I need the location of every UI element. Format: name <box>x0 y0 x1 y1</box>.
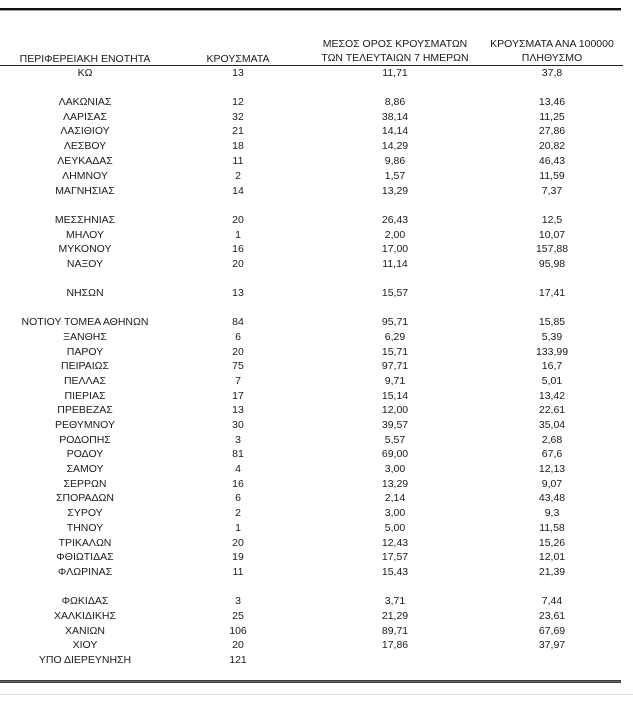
region-cell: ΣΠΟΡΑΔΩΝ <box>56 492 114 504</box>
avg7-cell: 89,71 <box>381 625 409 637</box>
cases-cell: 121 <box>229 654 247 666</box>
avg7-cell: 11,14 <box>382 258 408 270</box>
avg7-cell: 13,29 <box>381 478 409 490</box>
region-cell: ΧΙΟΥ <box>72 639 98 651</box>
cases-cell: 30 <box>232 419 244 431</box>
table-row <box>0 462 633 477</box>
cases-cell: 12 <box>232 96 244 108</box>
region-cell: ΦΘΙΩΤΙΔΑΣ <box>56 551 114 563</box>
avg7-cell: 6,29 <box>384 331 406 343</box>
table-row <box>0 184 633 199</box>
per100k-cell: 22,61 <box>538 404 566 416</box>
top-rule-shadow <box>0 10 621 11</box>
header-per100k-line2: ΠΛΗΘΥΣΜΟ <box>521 52 583 64</box>
avg7-cell: 11,71 <box>382 67 408 79</box>
cases-cell: 7 <box>235 375 241 387</box>
avg7-cell: 17,86 <box>381 639 409 651</box>
per100k-cell: 13,46 <box>538 96 566 108</box>
avg7-cell: 17,00 <box>381 243 409 255</box>
avg7-cell: 69,00 <box>381 448 409 460</box>
avg7-cell: 15,14 <box>381 390 409 402</box>
avg7-cell: 15,57 <box>381 287 409 299</box>
per100k-cell: 67,6 <box>541 448 563 460</box>
per100k-cell: 27,86 <box>538 125 566 137</box>
table-row <box>0 536 633 551</box>
region-cell: ΧΑΝΙΩΝ <box>65 625 105 637</box>
per100k-cell: 95,98 <box>538 258 566 270</box>
region-cell: ΜΕΣΣΗΝΙΑΣ <box>54 214 116 226</box>
avg7-cell: 17,57 <box>381 551 409 563</box>
avg7-cell: 97,71 <box>381 360 409 372</box>
cases-cell: 3 <box>235 595 241 607</box>
cases-cell: 20 <box>232 346 244 358</box>
cases-cell: 3 <box>235 434 241 446</box>
cases-cell: 20 <box>232 639 244 651</box>
region-cell: ΜΥΚΟΝΟΥ <box>58 243 112 255</box>
region-cell: ΛΕΥΚΑΔΑΣ <box>57 155 113 167</box>
region-cell: ΡΕΘΥΜΝΟΥ <box>54 419 115 431</box>
table-row <box>0 609 633 624</box>
region-cell: ΡΟΔΟΥ <box>66 448 104 460</box>
region-cell: ΤΗΝΟΥ <box>66 522 104 534</box>
header-avg7-line2: ΤΩΝ ΤΕΛΕΥΤΑΙΩΝ 7 ΗΜΕΡΩΝ <box>321 52 469 64</box>
table-row <box>0 66 633 81</box>
table-row <box>0 286 633 301</box>
region-cell: ΠΙΕΡΙΑΣ <box>64 390 106 402</box>
table-row <box>0 433 633 448</box>
per100k-cell: 15,85 <box>538 316 566 328</box>
per100k-cell: 15,26 <box>538 537 566 549</box>
region-cell: ΠΑΡΟΥ <box>66 346 104 358</box>
table-row <box>0 565 633 580</box>
table-row <box>0 315 633 330</box>
avg7-cell: 2,14 <box>384 492 406 504</box>
per100k-cell: 23,61 <box>538 610 566 622</box>
region-cell: ΣΕΡΡΩΝ <box>63 478 107 490</box>
region-cell: ΠΡΕΒΕΖΑΣ <box>57 404 113 416</box>
region-cell: ΠΕΙΡΑΙΩΣ <box>61 360 109 372</box>
cases-cell: 1 <box>235 229 241 241</box>
region-cell: ΦΛΩΡΙΝΑΣ <box>57 566 113 578</box>
region-cell: ΦΩΚΙΔΑΣ <box>61 595 109 607</box>
region-cell: ΜΗΛΟΥ <box>66 229 104 241</box>
cases-cell: 13 <box>232 404 244 416</box>
cases-cell: 25 <box>232 610 244 622</box>
header-region: ΠΕΡΙΦΕΡΕΙΑΚΗ ΕΝΟΤΗΤΑ <box>19 53 151 65</box>
per100k-cell: 11,59 <box>539 170 565 182</box>
cases-cell: 16 <box>232 243 244 255</box>
region-cell: ΝΟΤΙΟΥ ΤΟΜΕΑ ΑΘΗΝΩΝ <box>21 316 149 328</box>
per100k-cell: 9,3 <box>544 507 560 519</box>
table-row <box>0 110 633 125</box>
cases-cell: 13 <box>232 67 244 79</box>
per100k-cell: 11,25 <box>539 111 565 123</box>
cases-cell: 2 <box>235 507 241 519</box>
per100k-cell: 11,58 <box>539 522 565 534</box>
avg7-cell: 3,71 <box>384 595 406 607</box>
avg7-cell: 8,86 <box>384 96 406 108</box>
region-cell: ΞΑΝΘΗΣ <box>63 331 107 343</box>
cases-cell: 19 <box>232 551 244 563</box>
cases-cell: 81 <box>232 448 244 460</box>
cases-cell: 84 <box>232 316 244 328</box>
header-cases: ΚΡΟΥΣΜΑΤΑ <box>206 53 270 65</box>
cases-cell: 20 <box>232 258 244 270</box>
table-row <box>0 139 633 154</box>
table-row <box>0 447 633 462</box>
avg7-cell: 13,29 <box>381 185 409 197</box>
per100k-cell: 20,82 <box>538 140 566 152</box>
region-cell: ΥΠΟ ΔΙΕΡΕΥΝΗΣΗ <box>38 654 132 666</box>
table-row <box>0 257 633 272</box>
table-row <box>0 624 633 639</box>
table-row <box>0 154 633 169</box>
per100k-cell: 37,8 <box>541 67 563 79</box>
table-row <box>0 550 633 565</box>
avg7-cell: 15,43 <box>381 566 409 578</box>
per100k-cell: 67,69 <box>538 625 566 637</box>
table-row <box>0 374 633 389</box>
cases-cell: 11 <box>232 566 244 578</box>
table-row <box>0 594 633 609</box>
region-cell: ΜΑΓΝΗΣΙΑΣ <box>55 185 115 197</box>
avg7-cell: 9,71 <box>384 375 406 387</box>
per100k-cell: 157,88 <box>535 243 569 255</box>
table-row <box>0 506 633 521</box>
cases-cell: 20 <box>232 537 244 549</box>
region-cell: ΡΟΔΟΠΗΣ <box>59 434 111 446</box>
table-row <box>0 653 633 668</box>
avg7-cell: 5,57 <box>384 434 406 446</box>
region-cell: ΝΑΞΟΥ <box>66 258 104 270</box>
avg7-cell: 9,86 <box>384 155 406 167</box>
table-row <box>0 491 633 506</box>
cases-cell: 21 <box>232 125 244 137</box>
avg7-cell: 39,57 <box>381 419 409 431</box>
region-cell: ΧΑΛΚΙΔΙΚΗΣ <box>54 610 116 622</box>
region-cell: ΣΑΜΟΥ <box>66 463 104 475</box>
page-edge-line <box>0 694 633 695</box>
table-row <box>0 213 633 228</box>
per100k-cell: 12,13 <box>538 463 566 475</box>
per100k-cell: 133,99 <box>535 346 569 358</box>
per100k-cell: 2,68 <box>541 434 563 446</box>
cases-cell: 14 <box>232 185 244 197</box>
bottom-rule <box>0 680 621 683</box>
cases-cell: 13 <box>232 287 244 299</box>
table-row <box>0 403 633 418</box>
per100k-cell: 16,7 <box>541 360 563 372</box>
table-row <box>0 242 633 257</box>
region-cell: ΛΗΜΝΟΥ <box>62 170 108 182</box>
cases-cell: 6 <box>235 492 241 504</box>
header-per100k-line1: ΚΡΟΥΣΜΑΤΑ ΑΝΑ 100000 <box>490 38 614 50</box>
cases-cell: 75 <box>232 360 244 372</box>
region-cell: ΚΩ <box>77 67 93 79</box>
cases-cell: 11 <box>232 155 244 167</box>
region-cell: ΛΑΡΙΣΑΣ <box>63 111 107 123</box>
region-cell: ΠΕΛΛΑΣ <box>63 375 107 387</box>
per100k-cell: 46,43 <box>538 155 566 167</box>
per100k-cell: 12,01 <box>538 551 566 563</box>
cases-cell: 18 <box>232 140 244 152</box>
table-row <box>0 169 633 184</box>
avg7-cell: 26,43 <box>381 214 409 226</box>
cases-cell: 1 <box>235 522 241 534</box>
avg7-cell: 5,00 <box>384 522 406 534</box>
per100k-cell: 7,44 <box>541 595 563 607</box>
table-row <box>0 345 633 360</box>
region-cell: ΝΗΣΩΝ <box>66 287 104 299</box>
per100k-cell: 5,39 <box>541 331 563 343</box>
table-row <box>0 228 633 243</box>
table-row <box>0 359 633 374</box>
per100k-cell: 13,42 <box>538 390 566 402</box>
avg7-cell: 1,57 <box>384 170 406 182</box>
table-row <box>0 95 633 110</box>
table-row <box>0 521 633 536</box>
avg7-cell: 3,00 <box>384 507 406 519</box>
table-row <box>0 477 633 492</box>
avg7-cell: 38,14 <box>381 111 409 123</box>
avg7-cell: 3,00 <box>384 463 406 475</box>
per100k-cell: 17,41 <box>538 287 566 299</box>
table-row <box>0 418 633 433</box>
cases-cell: 16 <box>232 478 244 490</box>
avg7-cell: 12,43 <box>381 537 409 549</box>
per100k-cell: 10,07 <box>538 229 566 241</box>
avg7-cell: 12,00 <box>381 404 409 416</box>
table-row <box>0 389 633 404</box>
header-avg7-line1: ΜΕΣΟΣ ΟΡΟΣ ΚΡΟΥΣΜΑΤΩΝ <box>322 38 468 50</box>
region-cell: ΛΕΣΒΟΥ <box>63 140 107 152</box>
per100k-cell: 21,39 <box>538 566 566 578</box>
cases-cell: 2 <box>235 170 241 182</box>
per100k-cell: 37,97 <box>538 639 566 651</box>
table-row <box>0 124 633 139</box>
avg7-cell: 14,14 <box>381 125 409 137</box>
per100k-cell: 9,07 <box>541 478 563 490</box>
cases-cell: 6 <box>235 331 241 343</box>
cases-cell: 20 <box>232 214 244 226</box>
cases-cell: 32 <box>232 111 244 123</box>
avg7-cell: 14,29 <box>381 140 409 152</box>
table-row <box>0 638 633 653</box>
region-cell: ΛΑΚΩΝΙΑΣ <box>58 96 112 108</box>
avg7-cell: 21,29 <box>381 610 409 622</box>
cases-cell: 106 <box>229 625 247 637</box>
per100k-cell: 43,48 <box>538 492 566 504</box>
per100k-cell: 12,5 <box>541 214 563 226</box>
cases-cell: 4 <box>235 463 241 475</box>
avg7-cell: 95,71 <box>381 316 409 328</box>
cases-cell: 17 <box>232 390 244 402</box>
per100k-cell: 5,01 <box>541 375 563 387</box>
avg7-cell: 2,00 <box>384 229 406 241</box>
region-cell: ΛΑΣΙΘΙΟΥ <box>60 125 110 137</box>
table-row <box>0 330 633 345</box>
per100k-cell: 35,04 <box>538 419 566 431</box>
region-cell: ΤΡΙΚΑΛΩΝ <box>58 537 112 549</box>
region-cell: ΣΥΡΟΥ <box>67 507 103 519</box>
avg7-cell: 15,71 <box>381 346 409 358</box>
per100k-cell: 7,37 <box>541 185 563 197</box>
